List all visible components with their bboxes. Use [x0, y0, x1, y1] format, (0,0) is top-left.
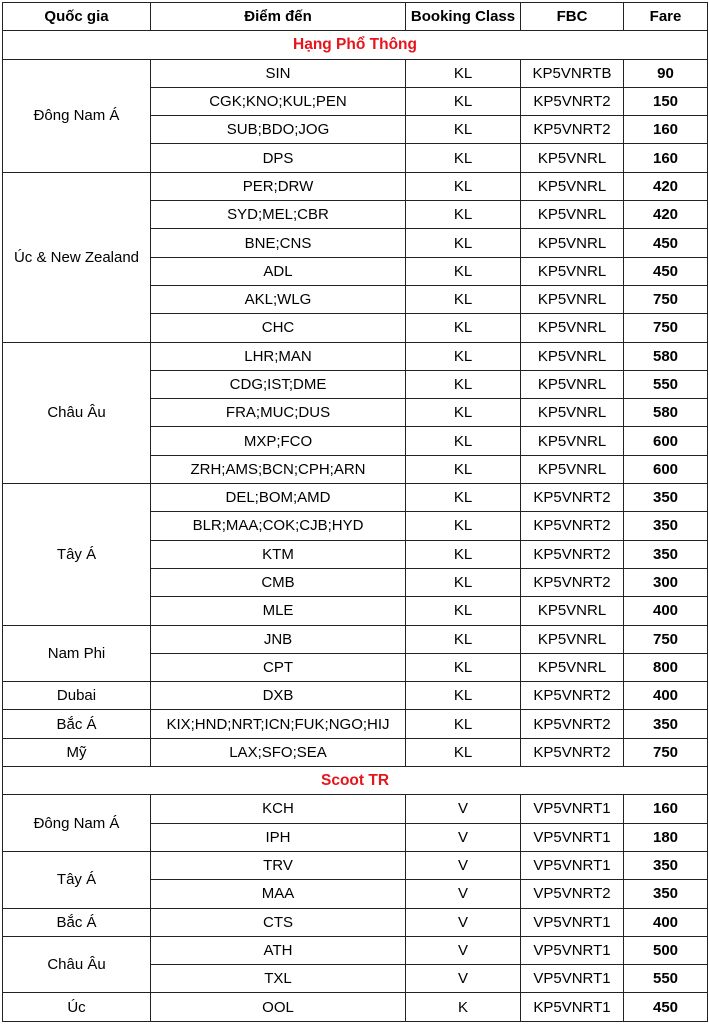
table-row: [3, 625, 708, 653]
booking-class-cell: V: [406, 936, 521, 964]
table-row: [3, 993, 708, 1021]
fbc-cell: KP5VNRL: [521, 285, 624, 313]
fare-cell: 350: [624, 710, 708, 738]
booking-class-cell: KL: [406, 285, 521, 313]
fare-cell: 580: [624, 342, 708, 370]
fare-cell: 600: [624, 427, 708, 455]
region-cell: Đông Nam Á: [3, 59, 151, 172]
booking-class-cell: KL: [406, 568, 521, 596]
fare-cell: 90: [624, 59, 708, 87]
destination-cell: ADL: [151, 257, 406, 285]
fare-cell: 580: [624, 399, 708, 427]
fbc-cell: KP5VNRT2: [521, 738, 624, 766]
fare-cell: 180: [624, 823, 708, 851]
fare-cell: 400: [624, 682, 708, 710]
fare-cell: 350: [624, 484, 708, 512]
destination-cell: CHC: [151, 314, 406, 342]
table-header: [3, 3, 708, 31]
fbc-cell: KP5VNRL: [521, 144, 624, 172]
table-row: [3, 484, 708, 512]
destination-cell: ATH: [151, 936, 406, 964]
region-cell: Úc: [3, 993, 151, 1021]
destination-cell: DPS: [151, 144, 406, 172]
booking-class-cell: KL: [406, 342, 521, 370]
booking-class-cell: V: [406, 965, 521, 993]
fbc-cell: KP5VNRL: [521, 314, 624, 342]
destination-cell: OOL: [151, 993, 406, 1021]
fbc-cell: KP5VNRL: [521, 455, 624, 483]
destination-cell: FRA;MUC;DUS: [151, 399, 406, 427]
destination-cell: CGK;KNO;KUL;PEN: [151, 87, 406, 115]
fbc-cell: VP5VNRT1: [521, 823, 624, 851]
fbc-cell: VP5VNRT1: [521, 936, 624, 964]
destination-cell: ZRH;AMS;BCN;CPH;ARN: [151, 455, 406, 483]
booking-class-cell: KL: [406, 597, 521, 625]
header-row: [3, 3, 708, 31]
header-fare: Fare: [624, 3, 708, 31]
booking-class-cell: KL: [406, 540, 521, 568]
header-fbc: FBC: [521, 3, 624, 31]
fare-cell: 450: [624, 257, 708, 285]
fare-cell: 550: [624, 370, 708, 398]
destination-cell: CMB: [151, 568, 406, 596]
fbc-cell: VP5VNRT1: [521, 851, 624, 879]
destination-cell: MLE: [151, 597, 406, 625]
fbc-cell: KP5VNRL: [521, 427, 624, 455]
destination-cell: KIX;HND;NRT;ICN;FUK;NGO;HIJ: [151, 710, 406, 738]
table-row: [3, 172, 708, 200]
destination-cell: LHR;MAN: [151, 342, 406, 370]
fbc-cell: KP5VNRL: [521, 399, 624, 427]
fare-cell: 350: [624, 880, 708, 908]
booking-class-cell: KL: [406, 229, 521, 257]
booking-class-cell: KL: [406, 625, 521, 653]
fbc-cell: KP5VNRL: [521, 370, 624, 398]
destination-cell: DEL;BOM;AMD: [151, 484, 406, 512]
destination-cell: KTM: [151, 540, 406, 568]
booking-class-cell: V: [406, 880, 521, 908]
table-row: [3, 342, 708, 370]
section-title: Scoot TR: [3, 767, 708, 795]
booking-class-cell: KL: [406, 710, 521, 738]
region-cell: Mỹ: [3, 738, 151, 766]
fare-cell: 350: [624, 540, 708, 568]
booking-class-cell: KL: [406, 87, 521, 115]
fbc-cell: KP5VNRT2: [521, 682, 624, 710]
fbc-cell: KP5VNRT2: [521, 484, 624, 512]
destination-cell: LAX;SFO;SEA: [151, 738, 406, 766]
fbc-cell: KP5VNRL: [521, 653, 624, 681]
fare-cell: 420: [624, 172, 708, 200]
region-cell: Đông Nam Á: [3, 795, 151, 852]
destination-cell: JNB: [151, 625, 406, 653]
fbc-cell: KP5VNRT2: [521, 512, 624, 540]
fbc-cell: KP5VNRTB: [521, 59, 624, 87]
table-row: [3, 59, 708, 87]
destination-cell: DXB: [151, 682, 406, 710]
fare-cell: 400: [624, 597, 708, 625]
table-row: [3, 795, 708, 823]
booking-class-cell: KL: [406, 427, 521, 455]
fare-cell: 750: [624, 738, 708, 766]
destination-cell: CPT: [151, 653, 406, 681]
destination-cell: TRV: [151, 851, 406, 879]
table-row: [3, 710, 708, 738]
fbc-cell: KP5VNRL: [521, 597, 624, 625]
booking-class-cell: V: [406, 908, 521, 936]
fare-cell: 350: [624, 512, 708, 540]
fbc-cell: KP5VNRT2: [521, 568, 624, 596]
booking-class-cell: KL: [406, 484, 521, 512]
fbc-cell: KP5VNRT2: [521, 710, 624, 738]
booking-class-cell: KL: [406, 455, 521, 483]
booking-class-cell: KL: [406, 116, 521, 144]
booking-class-cell: KL: [406, 314, 521, 342]
fare-table: [2, 2, 708, 1022]
region-cell: Tây Á: [3, 484, 151, 625]
destination-cell: MAA: [151, 880, 406, 908]
booking-class-cell: KL: [406, 399, 521, 427]
fare-cell: 800: [624, 653, 708, 681]
fare-cell: 550: [624, 965, 708, 993]
section-row: [3, 31, 708, 59]
booking-class-cell: V: [406, 851, 521, 879]
fbc-cell: KP5VNRL: [521, 201, 624, 229]
region-cell: Dubai: [3, 682, 151, 710]
booking-class-cell: KL: [406, 682, 521, 710]
fare-cell: 500: [624, 936, 708, 964]
fbc-cell: KP5VNRL: [521, 257, 624, 285]
fare-cell: 160: [624, 144, 708, 172]
booking-class-cell: V: [406, 795, 521, 823]
fbc-cell: KP5VNRT2: [521, 87, 624, 115]
destination-cell: BNE;CNS: [151, 229, 406, 257]
fbc-cell: VP5VNRT2: [521, 880, 624, 908]
booking-class-cell: KL: [406, 172, 521, 200]
region-cell: Châu Âu: [3, 342, 151, 483]
booking-class-cell: KL: [406, 59, 521, 87]
booking-class-cell: KL: [406, 370, 521, 398]
fbc-cell: VP5VNRT1: [521, 908, 624, 936]
fbc-cell: KP5VNRL: [521, 342, 624, 370]
fbc-cell: KP5VNRT2: [521, 540, 624, 568]
fare-cell: 600: [624, 455, 708, 483]
region-cell: Châu Âu: [3, 936, 151, 993]
table-row: [3, 936, 708, 964]
fare-cell: 400: [624, 908, 708, 936]
table-row: [3, 851, 708, 879]
region-cell: Úc & New Zealand: [3, 172, 151, 342]
fare-cell: 750: [624, 285, 708, 313]
destination-cell: PER;DRW: [151, 172, 406, 200]
booking-class-cell: KL: [406, 512, 521, 540]
destination-cell: IPH: [151, 823, 406, 851]
fare-cell: 750: [624, 625, 708, 653]
fare-cell: 150: [624, 87, 708, 115]
fbc-cell: KP5VNRT2: [521, 116, 624, 144]
destination-cell: KCH: [151, 795, 406, 823]
fbc-cell: KP5VNRT1: [521, 993, 624, 1021]
booking-class-cell: KL: [406, 738, 521, 766]
fbc-cell: KP5VNRL: [521, 625, 624, 653]
fbc-cell: VP5VNRT1: [521, 965, 624, 993]
booking-class-cell: KL: [406, 257, 521, 285]
fare-cell: 450: [624, 993, 708, 1021]
header-destination: Điểm đến: [151, 3, 406, 31]
header-country: Quốc gia: [3, 3, 151, 31]
fare-cell: 420: [624, 201, 708, 229]
region-cell: Nam Phi: [3, 625, 151, 682]
booking-class-cell: KL: [406, 201, 521, 229]
region-cell: Bắc Á: [3, 710, 151, 738]
table-row: [3, 738, 708, 766]
destination-cell: SIN: [151, 59, 406, 87]
fare-cell: 160: [624, 795, 708, 823]
booking-class-cell: KL: [406, 144, 521, 172]
destination-cell: BLR;MAA;COK;CJB;HYD: [151, 512, 406, 540]
booking-class-cell: V: [406, 823, 521, 851]
fare-cell: 350: [624, 851, 708, 879]
region-cell: Tây Á: [3, 851, 151, 908]
destination-cell: CDG;IST;DME: [151, 370, 406, 398]
table-row: [3, 682, 708, 710]
fbc-cell: KP5VNRL: [521, 229, 624, 257]
fare-cell: 450: [624, 229, 708, 257]
booking-class-cell: KL: [406, 653, 521, 681]
fare-cell: 160: [624, 116, 708, 144]
booking-class-cell: K: [406, 993, 521, 1021]
section-title: Hạng Phổ Thông: [3, 31, 708, 59]
region-cell: Bắc Á: [3, 908, 151, 936]
destination-cell: TXL: [151, 965, 406, 993]
fbc-cell: KP5VNRL: [521, 172, 624, 200]
destination-cell: AKL;WLG: [151, 285, 406, 313]
table-body: [3, 31, 708, 1021]
section-row: [3, 767, 708, 795]
destination-cell: SUB;BDO;JOG: [151, 116, 406, 144]
fare-cell: 300: [624, 568, 708, 596]
table-row: [3, 908, 708, 936]
destination-cell: SYD;MEL;CBR: [151, 201, 406, 229]
header-booking-class: Booking Class: [406, 3, 521, 31]
destination-cell: CTS: [151, 908, 406, 936]
fbc-cell: VP5VNRT1: [521, 795, 624, 823]
fare-cell: 750: [624, 314, 708, 342]
destination-cell: MXP;FCO: [151, 427, 406, 455]
